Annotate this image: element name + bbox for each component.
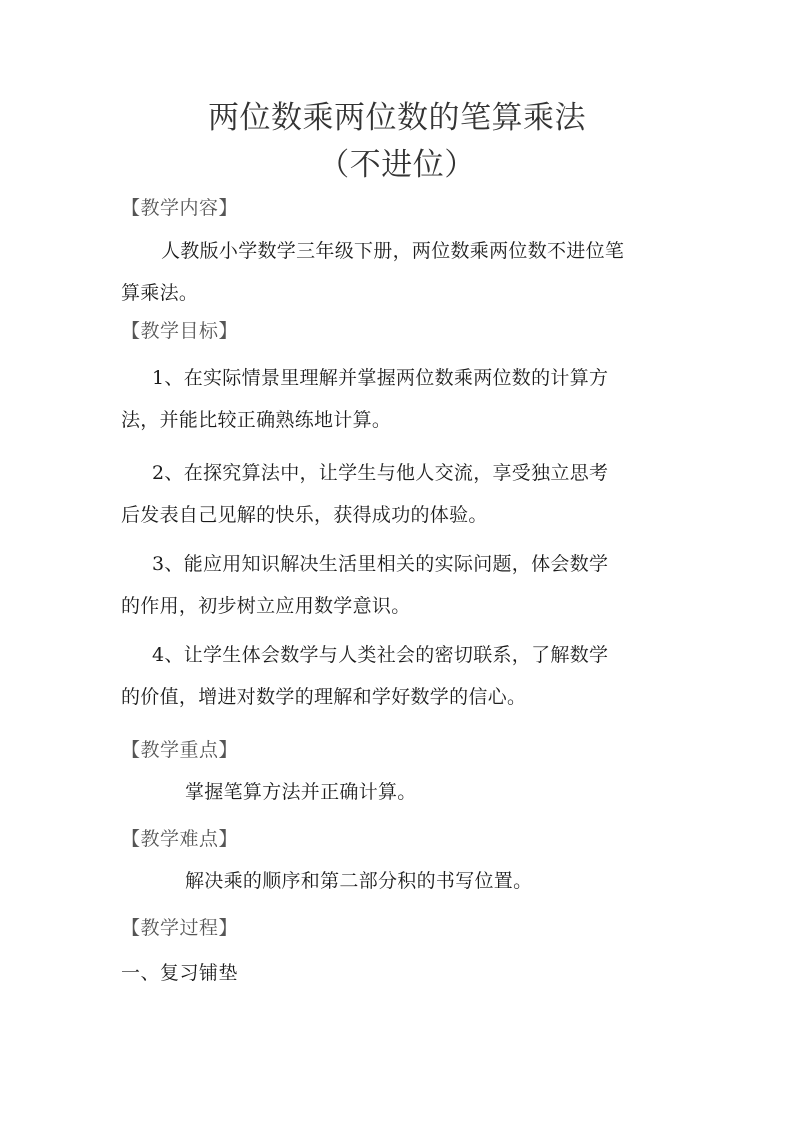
goal-item <box>121 543 661 627</box>
goal-line: 的作用，初步树立应用数学意识。 <box>121 595 411 617</box>
content-paragraph <box>121 230 661 314</box>
document-title: 两位数乘两位数的笔算乘法 <box>208 100 586 136</box>
section-heading-goals: 【教学目标】 <box>121 320 239 342</box>
goal-line: 3、能应用知识解决生活里相关的实际问题，体会数学 <box>152 553 609 575</box>
goal-item <box>121 634 661 718</box>
section-heading-process: 【教学过程】 <box>121 917 239 939</box>
goal-line: 后发表自己见解的快乐，获得成功的体验。 <box>121 504 488 526</box>
goal-line: 4、让学生体会数学与人类社会的密切联系，了解数学 <box>152 644 609 666</box>
section-heading-difficulty: 【教学难点】 <box>121 828 239 850</box>
key-points-paragraph <box>121 771 661 813</box>
goal-line: 1、在实际情景里理解并掌握两位数乘两位数的计算方 <box>152 367 609 389</box>
goal-line: 的价值，增进对数学的理解和学好数学的信心。 <box>121 686 527 708</box>
goal-line: 2、在探究算法中，让学生与他人交流，享受独立思考 <box>152 462 609 484</box>
document-subtitle: （不进位） <box>318 147 476 183</box>
content-line: 人教版小学数学三年级下册，两位数乘两位数不进位笔 <box>161 240 625 262</box>
process-step-1: 一、复习铺垫 <box>121 962 239 984</box>
difficulty-paragraph <box>121 860 661 902</box>
key-points-line: 掌握笔算方法并正确计算。 <box>185 781 417 803</box>
difficulty-line: 解决乘的顺序和第二部分积的书写位置。 <box>185 870 533 892</box>
section-heading-key-points: 【教学重点】 <box>121 739 239 761</box>
goal-item <box>121 357 661 441</box>
goal-item <box>121 452 661 536</box>
section-heading-content: 【教学内容】 <box>121 197 239 219</box>
content-line: 算乘法。 <box>121 282 199 304</box>
goal-line: 法，并能比较正确熟练地计算。 <box>121 409 392 431</box>
